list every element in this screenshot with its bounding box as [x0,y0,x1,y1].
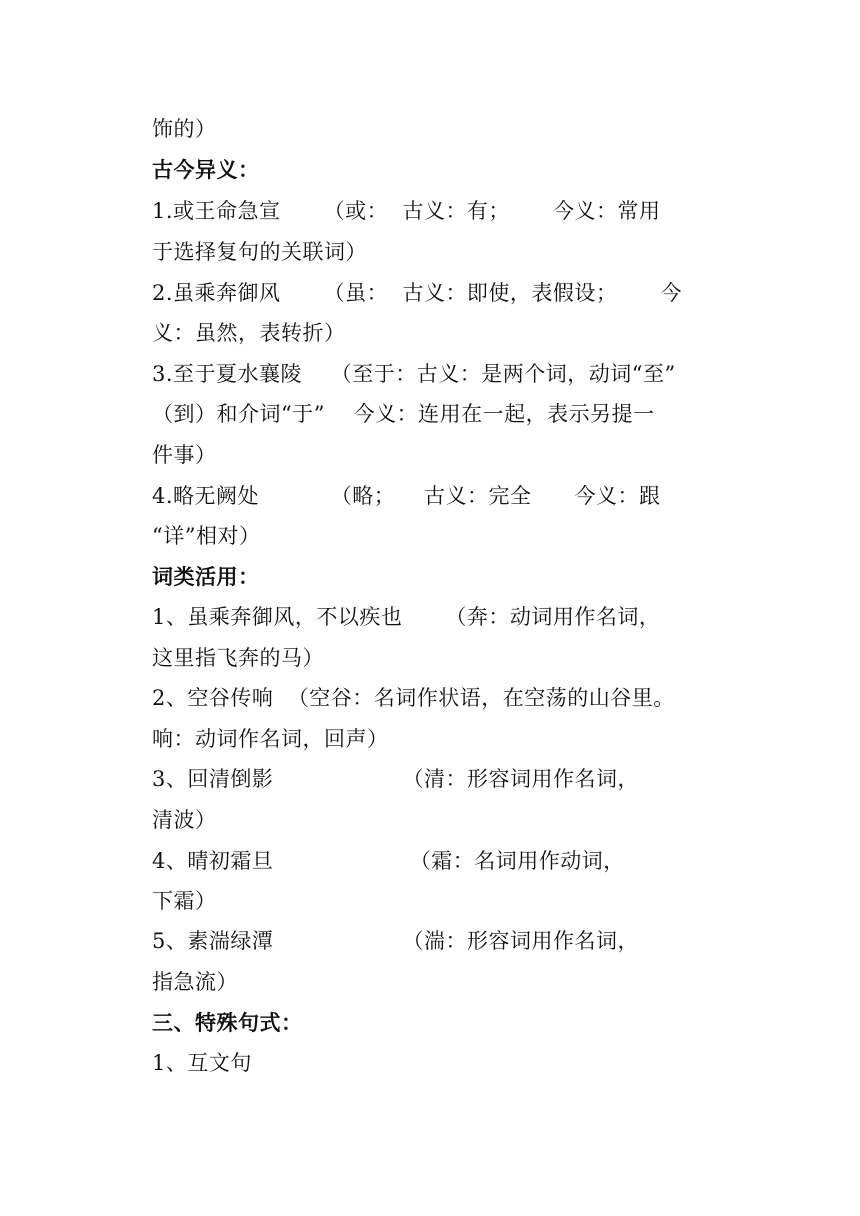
text-line: （到）和介词“于” 今义：连用在一起，表示另提一 [152,402,655,426]
text-line: 3.至于夏水襄陵 （至于：古义：是两个词，动词“至” [152,362,676,386]
text-line: 义：虽然，表转折） [152,321,346,345]
text-line: 4、晴初霜旦 （霜：名词用作动词， [152,849,625,873]
text-line: 指急流） [152,970,238,994]
text-line: 清波） [152,808,217,832]
text-line: 下霜） [152,889,217,913]
text-line: 响：动词作名词，回声） [152,727,389,751]
section-heading-gujin-yiyi: 古今异义： [152,158,260,182]
section-heading-cilei-huoyong: 词类活用： [152,565,260,589]
text-line: 饰的） [152,117,217,141]
section-heading-teshu-jushi: 三、特殊句式： [152,1011,303,1035]
text-line: 2.虽乘奔御风 （虽： 古义：即使，表假设； 今 [152,281,682,305]
text-line: 这里指飞奔的马） [152,646,324,670]
text-line: 5、素湍绿潭 （湍：形容词用作名词， [152,929,640,953]
text-line: 3、回清倒影 （清：形容词用作名词， [152,767,640,791]
text-line: 1.或王命急宣 （或： 古义：有； 今义：常用 [152,199,661,223]
text-line: 1、虽乘奔御风，不以疾也 （奔：动词用作名词， [152,605,661,629]
text-line: 1、互文句 [152,1051,252,1075]
text-line: 4.略无阙处 （略； 古义：完全 今义：跟 [152,484,661,508]
text-line: 件事） [152,443,217,467]
text-line: “详”相对） [152,524,261,548]
text-line: 2、空谷传响 （空谷：名词作状语，在空荡的山谷里。 [152,686,675,710]
text-line: 于选择复句的关联词） [152,240,367,264]
